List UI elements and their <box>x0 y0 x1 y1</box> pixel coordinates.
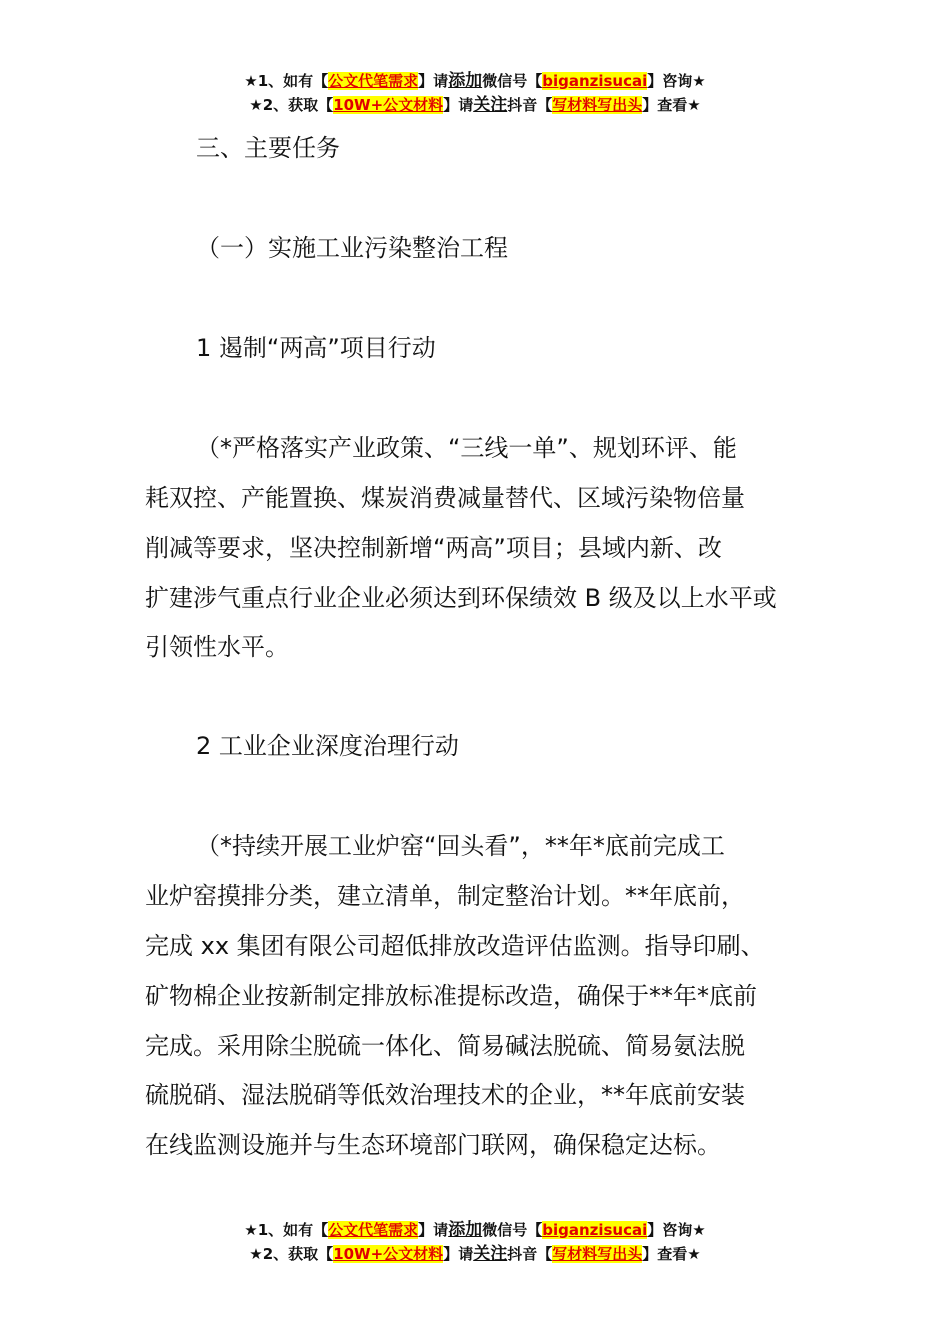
item2-title: 2 工业企业深度治理行动 <box>196 732 459 760</box>
paragraph-line: 引领性水平。 <box>145 633 289 661</box>
item1-title: 1 遏制“两高”项目行动 <box>196 334 436 362</box>
promo-line-1: ★1、如有【公文代笔需求】请添加微信号【biganzisucai】咨询★ <box>244 71 706 91</box>
paragraph-line: 削减等要求，坚决控制新增“两高”项目；县域内新、改 <box>145 534 722 562</box>
paragraph-line: 扩建涉气重点行业企业必须达到环保绩效 B 级及以上水平或 <box>145 584 777 612</box>
promo-line-1: ★1、如有【公文代笔需求】请添加微信号【biganzisucai】咨询★ <box>244 1220 706 1240</box>
promo-banner-bottom <box>0 1218 950 1266</box>
promo-banner-top <box>0 69 950 117</box>
paragraph-line: 耗双控、产能置换、煤炭消费减量替代、区域污染物倍量 <box>145 484 745 512</box>
paragraph-line: 完成 xx 集团有限公司超低排放改造评估监测。指导印刷、 <box>145 932 765 960</box>
promo-line-2: ★2、获取【10W+公文材料】请关注抖音【写材料写出头】查看★ <box>249 1244 701 1264</box>
subsection-heading: （一）实施工业污染整治工程 <box>196 234 508 262</box>
paragraph-line: （*严格落实产业政策、“三线一单”、规划环评、能 <box>196 434 737 462</box>
paragraph-line: （*持续开展工业炉窑“回头看”，**年*底前完成工 <box>196 832 725 860</box>
promo-line-2: ★2、获取【10W+公文材料】请关注抖音【写材料写出头】查看★ <box>249 95 701 115</box>
paragraph-line: 完成。采用除尘脱硫一体化、简易碱法脱硫、简易氨法脱 <box>145 1032 745 1060</box>
paragraph-line: 业炉窑摸排分类，建立清单，制定整治计划。**年底前， <box>145 882 745 910</box>
paragraph-line: 在线监测设施并与生态环境部门联网，确保稳定达标。 <box>145 1131 721 1159</box>
paragraph-line: 硫脱硝、湿法脱硝等低效治理技术的企业，**年底前安装 <box>145 1081 745 1109</box>
section-heading: 三、主要任务 <box>196 134 340 162</box>
paragraph-line: 矿物棉企业按新制定排放标准提标改造，确保于**年*底前 <box>145 982 757 1010</box>
